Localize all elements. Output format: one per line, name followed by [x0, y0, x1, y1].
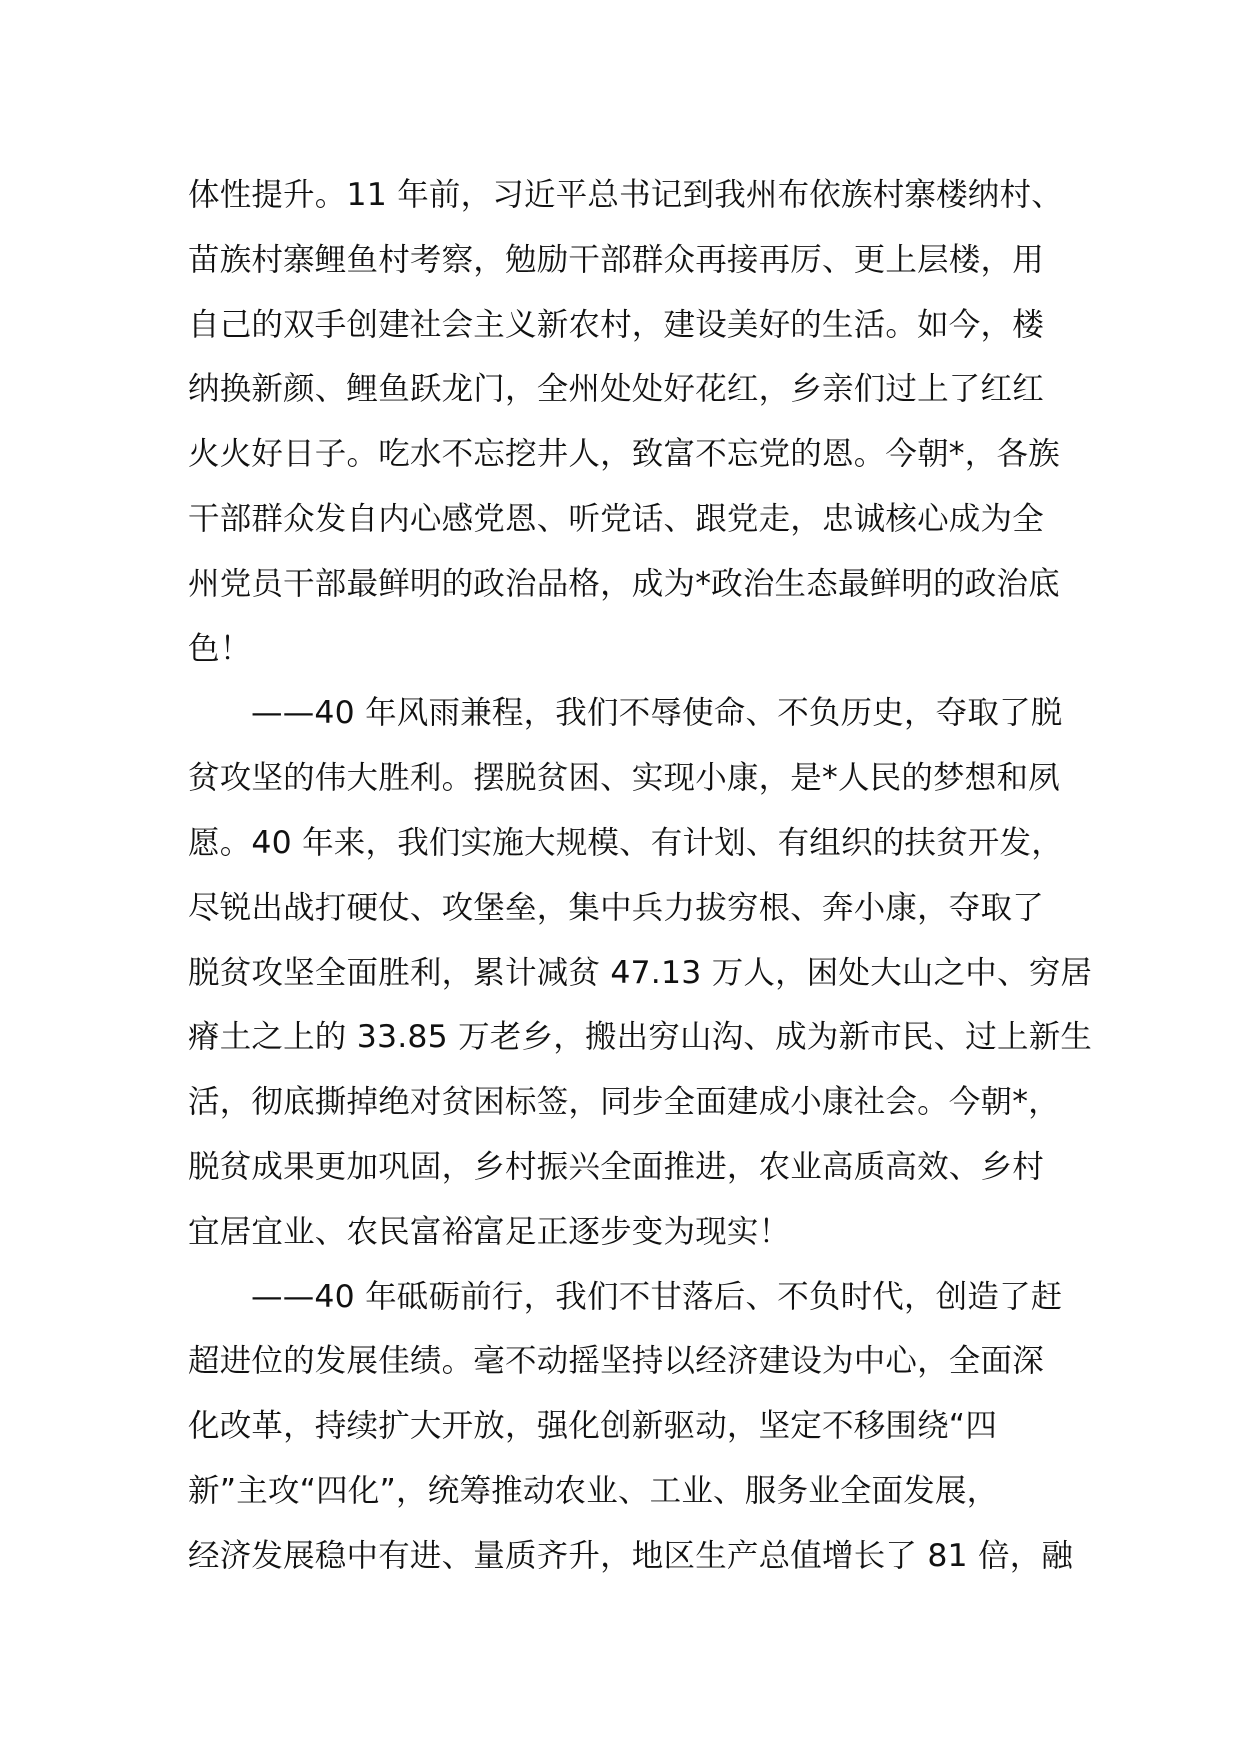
text-line: 火火好日子。吃水不忘挖井人，致富不忘党的恩。今朝*，各族	[188, 436, 1060, 473]
text-line: 宜居宜业、农民富裕富足正逐步变为现实！	[188, 1213, 791, 1250]
text-line: 干部群众发自内心感党恩、听党话、跟党走，忠诚核心成为全	[188, 500, 1044, 537]
text-line: ——40 年风雨兼程，我们不辱使命、不负历史，夺取了脱	[251, 695, 1063, 732]
text-line: 色！	[188, 630, 252, 667]
text-line: 化改革，持续扩大开放，强化创新驱动，坚定不移围绕“四	[188, 1408, 998, 1445]
text-line: 脱贫攻坚全面胜利，累计减贫 47.13 万人，困处大山之中、穷居	[188, 954, 1093, 991]
text-line: 经济发展稳中有进、量质齐升，地区生产总值增长了 81 倍，融	[188, 1537, 1074, 1574]
text-line: 纳换新颜、鲤鱼跃龙门，全州处处好花红，乡亲们过上了红红	[188, 371, 1044, 408]
text-line: 愿。40 年来，我们实施大规模、有计划、有组织的扶贫开发，	[188, 824, 1063, 861]
paragraph-3	[188, 1265, 1074, 1589]
paragraph-2	[188, 681, 1093, 1264]
text-line: 新”主攻“四化”，统筹推动农业、工业、服务业全面发展，	[188, 1472, 999, 1509]
text-line: ——40 年砥砺前行，我们不甘落后、不负时代，创造了赶	[251, 1278, 1063, 1315]
text-line: 尽锐出战打硬仗、攻堡垒，集中兵力拔穷根、奔小康，夺取了	[188, 889, 1044, 926]
text-line: 州党员干部最鲜明的政治品格，成为*政治生态最鲜明的政治底	[188, 565, 1060, 602]
text-line: 体性提升。11 年前，习近平总书记到我州布依族村寨楼纳村、	[188, 177, 1063, 213]
text-line: 脱贫成果更加巩固，乡村振兴全面推进，农业高质高效、乡村	[188, 1148, 1044, 1185]
text-line: 超进位的发展佳绩。毫不动摇坚持以经济建设为中心，全面深	[188, 1343, 1044, 1380]
text-line: 活，彻底撕掉绝对贫困标签，同步全面建成小康社会。今朝*，	[188, 1084, 1060, 1121]
text-line: 自己的双手创建社会主义新农村，建设美好的生活。如今，楼	[188, 306, 1044, 343]
text-line: 苗族村寨鲤鱼村考察，勉励干部群众再接再厉、更上层楼，用	[188, 241, 1044, 278]
document-body	[188, 163, 1093, 1589]
text-line: 瘠土之上的 33.85 万老乡，搬出穷山沟、成为新市民、过上新生	[188, 1019, 1093, 1056]
paragraph-1	[188, 163, 1063, 681]
text-line: 贫攻坚的伟大胜利。摆脱贫困、实现小康，是*人民的梦想和夙	[188, 760, 1060, 797]
